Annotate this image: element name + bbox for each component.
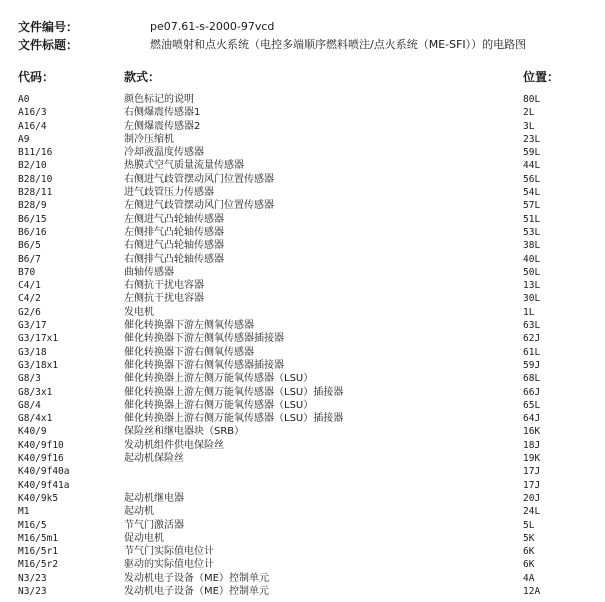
list-item	[18, 558, 588, 571]
component-position: 57L	[523, 200, 541, 212]
component-position: 40L	[523, 253, 541, 265]
list-item	[18, 146, 588, 159]
component-name: 发动机电子设备（ME）控制单元	[124, 572, 269, 584]
component-code: G3/17	[18, 320, 47, 332]
component-position: 56L	[523, 173, 541, 185]
component-name: 右侧爆震传感器1	[124, 107, 201, 119]
component-position: 61L	[523, 346, 541, 358]
component-code: B6/15	[18, 213, 47, 225]
component-name: 颜色标记的说明	[124, 94, 194, 105]
list-item	[18, 133, 588, 146]
file-number-row	[18, 17, 588, 35]
component-position: 23L	[523, 133, 541, 145]
list-item	[18, 213, 588, 226]
component-position: 4A	[523, 572, 535, 584]
component-name: 节气门实际值电位计	[124, 546, 214, 558]
list-item	[18, 519, 588, 532]
component-position: 20J	[523, 492, 541, 504]
component-name: 右侧进气凸轮轴传感器	[124, 240, 224, 252]
component-position: 38L	[523, 240, 541, 252]
component-position: 54L	[523, 187, 541, 199]
component-name: 起动机保险丝	[124, 453, 184, 465]
file-title-label: 文件标题：	[18, 37, 79, 52]
list-item	[18, 399, 588, 412]
component-code: G8/3	[18, 373, 41, 385]
component-code: B11/16	[18, 147, 53, 159]
component-code: K40/9f41a	[18, 479, 70, 491]
file-title-row	[18, 35, 588, 53]
component-code: C4/1	[18, 280, 41, 292]
component-code: N3/23	[18, 585, 47, 597]
list-item	[18, 173, 588, 186]
component-position: 12A	[523, 585, 541, 597]
list-item	[18, 479, 588, 492]
list-item	[18, 372, 588, 385]
list-item	[18, 572, 588, 585]
file-number-value: pe07.61-s-2000-97vcd	[150, 19, 275, 33]
component-name: 左侧抗干扰电容器	[124, 293, 204, 305]
component-position: 6K	[523, 546, 535, 558]
component-code: B28/9	[18, 200, 47, 212]
component-name: 进气歧管压力传感器	[124, 187, 214, 199]
component-position: 17J	[523, 479, 541, 491]
component-code: K40/9k5	[18, 492, 59, 504]
list-item	[18, 465, 588, 478]
component-code: K40/9f16	[18, 453, 64, 465]
component-code: A9	[18, 133, 30, 145]
component-code: B28/10	[18, 173, 53, 185]
component-code: M16/5m1	[18, 532, 59, 544]
list-item	[18, 106, 588, 119]
component-name: 热膜式空气质量流量传感器	[124, 160, 244, 172]
component-name: 催化转换器下游右侧氧传感器插接器	[124, 359, 284, 371]
component-code: B6/16	[18, 226, 47, 238]
component-position: 18J	[523, 439, 541, 451]
component-code: B28/11	[18, 187, 53, 199]
component-name: 催化转换器下游左侧氧传感器插接器	[124, 333, 284, 345]
component-position: 5K	[523, 532, 535, 544]
component-position: 24L	[523, 506, 541, 518]
component-code: K40/9f10	[18, 439, 64, 451]
component-code: B70	[18, 266, 36, 278]
list-item	[18, 226, 588, 239]
component-position: 2L	[523, 107, 535, 119]
name-column-header: 款式：	[124, 70, 161, 84]
component-position: 63L	[523, 320, 541, 332]
list-item	[18, 505, 588, 518]
document-header	[18, 17, 588, 53]
component-position: 59L	[523, 147, 541, 159]
list-item	[18, 332, 588, 345]
component-name: 左侧爆震传感器2	[124, 120, 201, 132]
list-item	[18, 239, 588, 252]
component-code: C4/2	[18, 293, 41, 305]
component-name: 节气门激活器	[124, 519, 184, 531]
component-position: 44L	[523, 160, 541, 172]
list-item	[18, 532, 588, 545]
list-item	[18, 412, 588, 425]
list-item	[18, 346, 588, 359]
component-position: 16K	[523, 426, 541, 438]
component-position: 53L	[523, 226, 541, 238]
component-name: 起动机继电器	[124, 492, 184, 504]
component-name: 催化转换器下游左侧氧传感器	[124, 320, 254, 332]
component-name: 左侧进气歧管摆动风门位置传感器	[124, 200, 274, 212]
file-number-label: 文件编号：	[18, 19, 79, 34]
list-item	[18, 585, 588, 598]
component-name: 发动机组件供电保险丝	[124, 439, 224, 451]
component-position: 1L	[523, 306, 535, 318]
component-code: A16/3	[18, 107, 47, 119]
component-name: 保险丝和继电器块（SRB）	[124, 426, 245, 438]
component-position: 59J	[523, 359, 541, 371]
component-name: 冷却液温度传感器	[124, 147, 204, 159]
component-position: 80L	[523, 94, 541, 105]
component-name: 催化转换器下游右侧氧传感器	[124, 346, 254, 358]
list-item	[18, 545, 588, 558]
component-position: 5L	[523, 519, 535, 531]
list-item	[18, 386, 588, 399]
component-code: G3/18	[18, 346, 47, 358]
component-name: 右侧进气歧管摆动风门位置传感器	[124, 173, 274, 185]
component-position: 19K	[523, 453, 541, 465]
list-item	[18, 253, 588, 266]
list-item	[18, 319, 588, 332]
component-code: B6/7	[18, 253, 41, 265]
component-code: G2/6	[18, 306, 41, 318]
component-name: 制冷压缩机	[124, 133, 174, 145]
component-position: 64J	[523, 413, 541, 425]
component-code: B6/5	[18, 240, 41, 252]
component-position: 62J	[523, 333, 541, 345]
component-code: A0	[18, 94, 30, 105]
component-code: M16/5r1	[18, 546, 59, 558]
file-title-value: 燃油喷射和点火系统（电控多端顺序燃料喷注/点火系统（ME-SFI））的电路图	[150, 38, 527, 51]
list-item	[18, 452, 588, 465]
list-item	[18, 199, 588, 212]
component-name: 左侧排气凸轮轴传感器	[124, 226, 224, 238]
component-position: 68L	[523, 373, 541, 385]
list-item	[18, 120, 588, 133]
component-code: G8/4x1	[18, 413, 53, 425]
list-item	[18, 439, 588, 452]
component-position: 51L	[523, 213, 541, 225]
component-code: M16/5	[18, 519, 47, 531]
component-position: 50L	[523, 266, 541, 278]
list-item	[18, 159, 588, 172]
component-name: 催化转换器上游左侧万能氧传感器（LSU）	[124, 373, 314, 385]
list-item	[18, 266, 588, 279]
list-item	[18, 359, 588, 372]
component-code: G3/18x1	[18, 359, 59, 371]
component-name: 起动机	[124, 506, 154, 518]
component-name: 右侧抗干扰电容器	[124, 280, 204, 292]
component-name: 促动电机	[124, 532, 164, 544]
component-name: 发动机电子设备（ME）控制单元	[124, 585, 269, 597]
component-code: G8/4	[18, 399, 41, 411]
component-position: 6K	[523, 559, 535, 571]
component-position: 30L	[523, 293, 541, 305]
component-code: B2/10	[18, 160, 47, 172]
component-name: 左侧进气凸轮轴传感器	[124, 213, 224, 225]
component-code: M16/5r2	[18, 559, 59, 571]
component-name: 驱动的实际值电位计	[124, 559, 214, 571]
component-name: 催化转换器上游右侧万能氧传感器（LSU）插接器	[124, 413, 344, 425]
list-item	[18, 306, 588, 319]
list-item	[18, 292, 588, 305]
component-list	[18, 93, 588, 598]
list-item	[18, 186, 588, 199]
component-position: 17J	[523, 466, 541, 478]
component-position: 13L	[523, 280, 541, 292]
component-name: 右侧排气凸轮轴传感器	[124, 253, 224, 265]
component-code: K40/9f40a	[18, 466, 70, 478]
list-item	[18, 425, 588, 438]
list-item	[18, 93, 588, 106]
component-code: A16/4	[18, 120, 47, 132]
position-column-header: 位置：	[523, 70, 560, 84]
list-item	[18, 279, 588, 292]
component-code: G3/17x1	[18, 333, 59, 345]
component-position: 65L	[523, 399, 541, 411]
component-code: G8/3x1	[18, 386, 53, 398]
component-name: 催化转换器上游右侧万能氧传感器（LSU）	[124, 399, 314, 411]
component-code: K40/9	[18, 426, 47, 438]
list-item	[18, 492, 588, 505]
component-name: 催化转换器上游左侧万能氧传感器（LSU）插接器	[124, 386, 344, 398]
component-position: 3L	[523, 120, 535, 132]
component-position: 66J	[523, 386, 541, 398]
column-headers	[18, 68, 588, 84]
component-code: M1	[18, 506, 30, 518]
component-name: 曲轴传感器	[124, 266, 174, 278]
component-name: 发电机	[124, 306, 154, 318]
code-column-header: 代码：	[18, 70, 55, 84]
component-code: N3/23	[18, 572, 47, 584]
